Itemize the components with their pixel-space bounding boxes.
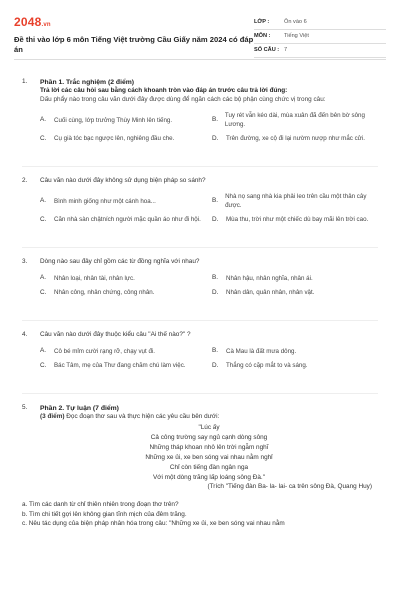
document-header xyxy=(14,0,386,60)
option-text: Nhà nọ sang nhà kia phải leo trên cầu một thân cây được. xyxy=(225,193,367,209)
option-letter: C. xyxy=(40,362,47,370)
question-2 xyxy=(22,177,378,248)
options-grid xyxy=(40,274,378,297)
meta-value: Ôn vào 6 xyxy=(284,19,307,26)
meta-key: LỚP : xyxy=(254,19,270,26)
question-text: Câu văn nào dưới đây không sử dụng biện pháp so sánh? xyxy=(40,176,206,184)
option[interactable] xyxy=(40,289,206,298)
poem-line: Những xe ủi, xe ben sóng vai nhau nằm nghỉ xyxy=(145,454,273,462)
option[interactable] xyxy=(212,135,378,144)
option[interactable] xyxy=(212,112,378,129)
divider xyxy=(22,320,378,321)
option[interactable] xyxy=(212,216,378,225)
option-text: Nhân công, nhân chứng, công nhân. xyxy=(54,289,155,297)
question-row xyxy=(22,78,378,158)
meta-key: SỐ CÂU : xyxy=(254,47,280,54)
option-letter: A. xyxy=(40,347,47,355)
question-number: 1. xyxy=(22,78,28,85)
options-grid xyxy=(40,112,378,143)
option[interactable] xyxy=(40,362,206,371)
options-grid xyxy=(40,347,378,370)
document-meta xyxy=(254,16,386,59)
option-letter: B. xyxy=(212,347,219,355)
option-text: Mùa thu, trời như một chiếc dù bay mãi lên trời cao. xyxy=(226,216,369,224)
option-letter: B. xyxy=(212,197,219,205)
meta-value: Tiếng Việt xyxy=(284,33,309,40)
option-letter: A. xyxy=(40,274,47,282)
document-title: Đề thi vào lớp 6 môn Tiếng Việt trường Cầu Giấy năm 2024 có đáp án xyxy=(14,35,254,55)
poem-line: Cả công trường say ngủ cạnh dòng sông xyxy=(150,434,268,442)
header-left xyxy=(14,14,254,59)
option[interactable] xyxy=(40,193,206,210)
question-number: 4. xyxy=(22,330,28,338)
option[interactable] xyxy=(212,193,378,210)
question-1 xyxy=(22,78,378,167)
option[interactable] xyxy=(212,347,378,356)
option-text: Căn nhà sàn chậtních người mặc quần áo như đi hội. xyxy=(54,216,201,224)
section-title: Phần 2. Tự luận (7 điểm) xyxy=(40,404,119,412)
option-letter: C. xyxy=(40,289,47,297)
option-letter: D. xyxy=(212,216,219,224)
option[interactable] xyxy=(40,112,206,129)
question-3 xyxy=(22,258,378,321)
options-grid xyxy=(40,193,378,224)
option-letter: D. xyxy=(212,362,219,370)
option[interactable] xyxy=(40,135,206,144)
option-text: Tuy rét vẫn kéo dài, mùa xuân đã đến bên bờ sông Lương. xyxy=(224,112,365,128)
question-text: Dấu phẩy nào trong câu văn dưới đây được dùng để ngăn cách các bộ phận cùng chức vị trong câu: xyxy=(40,95,326,103)
option-text: Cuối cùng, lớp trưởng Thùy Minh lên tiếng. xyxy=(54,116,173,124)
option-text: Thắng có cặp mắt to và sáng. xyxy=(226,362,308,370)
task-item: c. Nêu tác dụng của biện pháp nhân hóa trong câu: "Những xe ủi, xe ben sóng vai nhau nằm xyxy=(22,520,285,528)
question-row xyxy=(22,404,378,492)
divider xyxy=(22,393,378,394)
question-text: Câu văn nào dưới đây thuộc kiểu câu "Ai thế nào?" ? xyxy=(40,330,191,338)
meta-row xyxy=(254,30,386,44)
question-body xyxy=(40,177,378,239)
meta-value: 7 xyxy=(284,47,288,54)
option-letter: C. xyxy=(40,216,47,224)
question-number: 2. xyxy=(22,176,28,184)
task-list xyxy=(22,500,378,530)
option[interactable] xyxy=(40,274,206,283)
option-text: Bình minh giống như một cánh hoa... xyxy=(54,197,156,205)
option-text: Nhân loại, nhân tài, nhân lực. xyxy=(54,274,135,282)
instruction: Trả lời các câu hỏi sau bằng cách khoanh tròn vào đáp án trước câu trả lời đúng: xyxy=(40,87,288,95)
question-row xyxy=(22,177,378,239)
question-number: 3. xyxy=(22,257,28,265)
task-item: a. Tìm các danh từ chỉ thiên nhiên trong đoạn thơ trên? xyxy=(22,500,179,508)
divider xyxy=(22,247,378,248)
option[interactable] xyxy=(212,362,378,371)
option-letter: B. xyxy=(212,116,219,124)
points-label: (3 điểm) xyxy=(40,412,65,420)
option[interactable] xyxy=(40,347,206,356)
section-title: Phần 1. Trắc nghiệm (2 điểm) xyxy=(40,79,135,86)
option-text: Cụ già tóc bạc ngược lên, nghiêng đầu che. xyxy=(54,135,175,143)
question-body xyxy=(40,258,378,312)
option-letter: C. xyxy=(40,135,47,143)
option-letter: B. xyxy=(212,274,219,282)
site-logo[interactable]: 2048.vn xyxy=(14,15,51,29)
option[interactable] xyxy=(212,289,378,298)
task-item: b. Tìm chi tiết gợi lên không gian tĩnh mịch của đêm trăng. xyxy=(22,510,187,518)
option-text: Trên đường, xe cộ đi lại nườm nượp như mắc cửi. xyxy=(226,135,365,143)
poem-line: "Lúc ấy xyxy=(198,424,220,432)
option-text: Bác Tâm, mẹ của Thư đang chăm chú làm việc. xyxy=(54,362,186,370)
option[interactable] xyxy=(40,216,206,225)
poem-line: Với một dòng trăng lấp loáng sông Đà." xyxy=(153,474,265,482)
option-text: Cà Mau là đất mưa dông. xyxy=(226,347,297,355)
question-4 xyxy=(22,331,378,394)
question-5 xyxy=(22,404,378,530)
meta-row xyxy=(254,16,386,30)
question-body xyxy=(40,404,378,492)
poem-source: (Trích "Tiếng đàn Ba- la- lai- ca trên sông Đà, Quang Huy) xyxy=(207,483,372,490)
option-letter: D. xyxy=(212,289,219,297)
poem-line: Chỉ còn tiếng đàn ngân nga xyxy=(169,464,249,472)
question-body xyxy=(40,331,378,385)
option-letter: A. xyxy=(40,116,47,124)
option[interactable] xyxy=(212,274,378,283)
option-text: Nhân hậu, nhân nghĩa, nhân ái. xyxy=(226,274,313,282)
option-letter: D. xyxy=(212,135,219,143)
meta-row xyxy=(254,44,386,58)
question-text: Dòng nào sau đây chỉ gồm các từ đồng nghĩa với nhau? xyxy=(40,257,200,265)
option-letter: A. xyxy=(40,197,47,205)
document-content xyxy=(14,60,386,529)
poem xyxy=(40,423,378,483)
question-row xyxy=(22,331,378,385)
option-text: Cô bé mỉm cười rạng rỡ, chạy vụt đi. xyxy=(54,347,155,355)
option-text: Nhân dân, quân nhân, nhân vật. xyxy=(226,289,315,297)
meta-key: MÔN : xyxy=(254,33,271,40)
question-row xyxy=(22,258,378,312)
divider xyxy=(22,166,378,167)
question-body xyxy=(40,78,378,158)
question-text xyxy=(40,413,378,422)
intro-text: Đọc đoạn thơ sau và thực hiện các yêu cầu bên dưới: xyxy=(64,412,220,420)
poem-line: Những tháp khoan nhô lên trời ngẫm nghĩ xyxy=(149,444,269,452)
question-number: 5. xyxy=(22,403,28,411)
